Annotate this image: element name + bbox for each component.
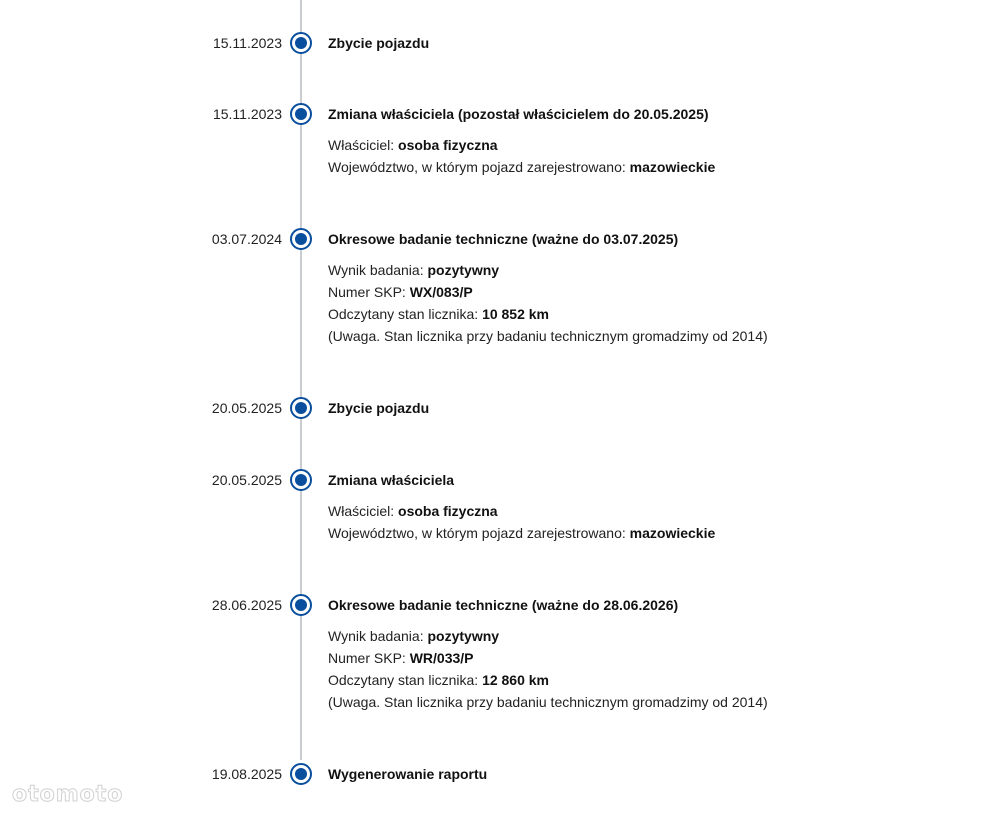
detail-label: Właściciel: [328,137,399,153]
detail-label: Wynik badania: [328,628,428,644]
event-details [328,500,715,544]
event-date: 15.11.2023 [212,106,282,122]
event-title: Okresowe badanie techniczne (ważne do 28.06.2026) [328,597,679,613]
detail-note [328,325,768,347]
detail-label: Odczytany stan licznika: [328,306,483,322]
event-date: 03.07.2024 [211,231,282,247]
event-details [328,134,715,178]
detail-value: osoba fizyczna [398,137,498,153]
detail-value: pozytywny [427,262,500,278]
event-title: Zmiana właściciela [328,472,455,488]
detail-row [328,625,768,647]
timeline-marker-icon [290,594,312,616]
event-title: Zbycie pojazdu [328,400,430,416]
detail-row [328,281,768,303]
detail-row [328,303,768,325]
detail-note [328,691,768,713]
detail-row [328,669,768,691]
event-title: Zbycie pojazdu [328,35,430,51]
timeline-marker-icon [290,763,312,785]
detail-value: 10 852 km [482,306,550,322]
detail-row [328,259,768,281]
detail-label: Wynik badania: [328,262,428,278]
event-details [328,625,768,713]
event-title: Okresowe badanie techniczne (ważne do 03.07.2025) [328,231,679,247]
event-date: 20.05.2025 [211,472,282,488]
timeline-marker-icon [290,32,312,54]
timeline-marker-icon [290,103,312,125]
detail-label: Numer SKP: [328,650,410,666]
detail-row [328,500,715,522]
detail-row [328,647,768,669]
detail-value: WR/033/P [409,650,474,666]
detail-label: Województwo, w którym pojazd zarejestrowano: [328,525,630,541]
detail-note-text: (Uwaga. Stan licznika przy badaniu technicznym gromadzimy od 2014) [328,328,768,344]
event-details [328,259,768,347]
event-date: 15.11.2023 [212,35,282,51]
detail-label: Właściciel: [328,503,399,519]
detail-value: WX/083/P [409,284,473,300]
event-date: 28.06.2025 [211,597,282,613]
detail-value: mazowieckie [629,159,716,175]
timeline-marker-icon [290,397,312,419]
detail-row [328,156,715,178]
detail-value: pozytywny [427,628,500,644]
watermark-logo: otomoto [12,782,124,807]
detail-value: osoba fizyczna [398,503,498,519]
detail-label: Numer SKP: [328,284,410,300]
detail-label: Odczytany stan licznika: [328,672,483,688]
detail-row [328,134,715,156]
timeline-marker-icon [290,228,312,250]
detail-value: 12 860 km [482,672,550,688]
event-date: 20.05.2025 [211,400,282,416]
detail-value: mazowieckie [629,525,716,541]
detail-row [328,522,715,544]
event-date: 19.08.2025 [211,766,282,782]
event-title: Wygenerowanie raportu [328,766,488,782]
detail-note-text: (Uwaga. Stan licznika przy badaniu technicznym gromadzimy od 2014) [328,694,768,710]
event-title: Zmiana właściciela (pozostał właścicielem do 20.05.2025) [328,106,709,122]
detail-label: Województwo, w którym pojazd zarejestrowano: [328,159,630,175]
timeline-marker-icon [290,469,312,491]
